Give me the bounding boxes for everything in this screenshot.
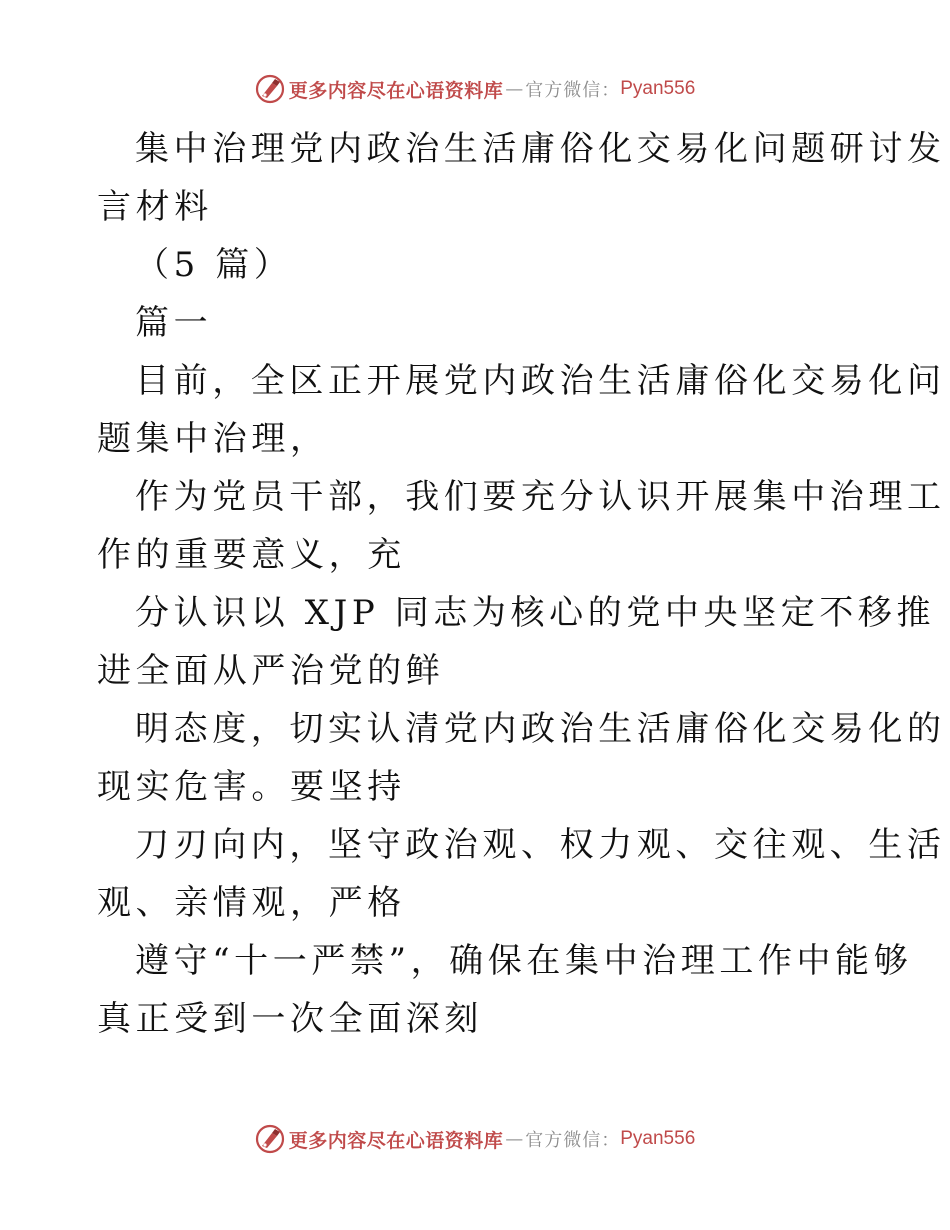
watermark-separator: — xyxy=(505,78,524,100)
paragraph-line: 观、亲情观，严格 xyxy=(97,883,406,923)
paragraph-line: 作为党员干部，我们要充分认识开展集中治理工 xyxy=(135,477,946,517)
watermark-site-text: 更多内容尽在心语资料库 xyxy=(288,1129,504,1152)
document-subtitle: （5 篇） xyxy=(135,245,293,285)
header-watermark xyxy=(0,72,950,106)
watermark-separator: — xyxy=(505,1128,524,1150)
paragraph-line: 刀刃向内，坚守政治观、权力观、交往观、生活 xyxy=(135,825,946,865)
document-body xyxy=(97,120,946,1048)
paragraph-line: 遵守“十一严禁”，确保在集中治理工作中能够 xyxy=(135,941,913,981)
pen-nib-logo-icon xyxy=(255,1124,285,1154)
watermark-account-id: Pyan556 xyxy=(620,1128,696,1149)
paragraph-line: 真正受到一次全面深刻 xyxy=(97,999,483,1039)
footer-watermark xyxy=(0,1122,950,1156)
watermark-official-label: 官方微信： xyxy=(525,1130,621,1151)
document-title-line-1: 集中治理党内政治生活庸俗化交易化问题研讨发 xyxy=(135,129,946,169)
paragraph-line: 目前，全区正开展党内政治生活庸俗化交易化问 xyxy=(135,361,946,401)
paragraph-line: 作的重要意义，充 xyxy=(97,535,406,575)
document-title-line-2: 言材料 xyxy=(97,187,213,227)
pen-nib-logo-icon xyxy=(255,74,285,104)
section-heading: 篇一 xyxy=(135,303,213,343)
paragraph-line: 进全面从严治党的鲜 xyxy=(97,651,445,691)
watermark-official-label: 官方微信： xyxy=(525,80,621,101)
watermark-account-id: Pyan556 xyxy=(620,78,696,99)
paragraph-line: 明态度，切实认清党内政治生活庸俗化交易化的 xyxy=(135,709,946,749)
watermark-site-text: 更多内容尽在心语资料库 xyxy=(288,79,504,102)
paragraph-line: 现实危害。要坚持 xyxy=(97,767,406,807)
paragraph-line: 题集中治理， xyxy=(97,419,329,459)
paragraph-line: 分认识以 XJP 同志为核心的党中央坚定不移推 xyxy=(135,593,936,633)
